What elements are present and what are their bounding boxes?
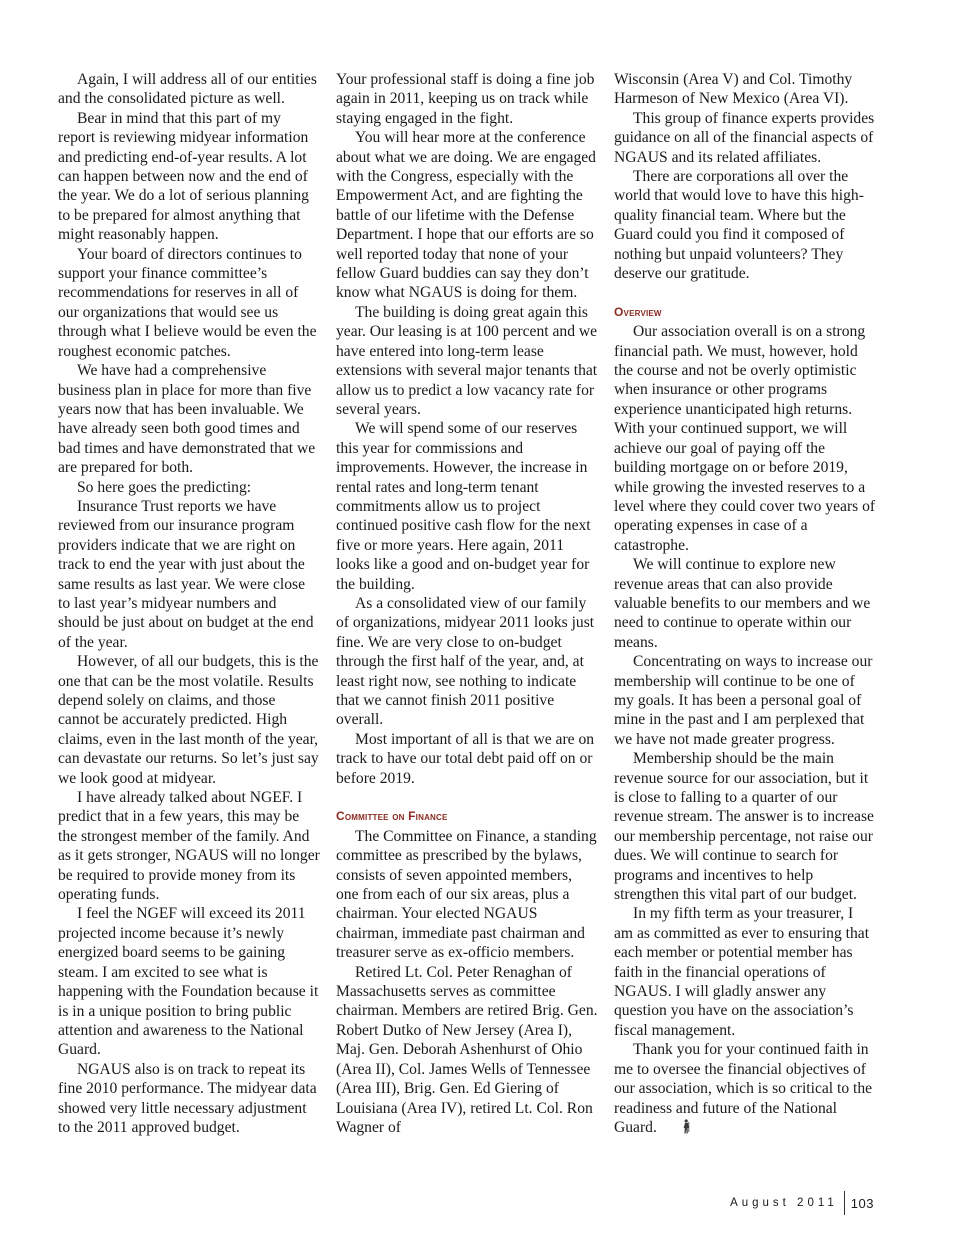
paragraph-text: So here goes the predicting: (77, 478, 252, 496)
body-paragraph (58, 109, 320, 245)
body-paragraph (614, 904, 876, 1040)
body-paragraph (58, 245, 320, 361)
paragraph-text: NGAUS also is on track to repeat its fine 2010 performance. The midyear data showed very little necessary adjustment to the 2011 approved budget. (58, 1060, 317, 1136)
paragraph-text: Membership should be the main revenue source for our association, but it is close to falling to a quarter of our revenue stream. The answer is to increase our membership percentage, not raise our dues. We will continue to search for programs and incentives to help strengthen this vital part of our budget. (614, 750, 874, 904)
paragraph-text: Insurance Trust reports we have reviewed from our insurance program providers indicate that we are right on track to end the year with just about the same results as last year. We were close to last year’s midyear numbers and should be just about on budget at the end of the year. (58, 497, 314, 651)
body-paragraph (614, 167, 876, 283)
body-paragraph (58, 497, 320, 652)
body-paragraph (614, 70, 876, 109)
paragraph-text: Your professional staff is doing a fine job again in 2011, keeping us on track while staying engaged in the fight. (336, 71, 595, 127)
paragraph-text: Most important of all is that we are on track to have our total debt paid off on or before 2019. (336, 730, 595, 787)
body-paragraph (614, 109, 876, 167)
column-3 (614, 70, 876, 1137)
paragraph-text: Again, I will address all of our entities and the consolidated picture as well. (58, 71, 317, 108)
body-paragraph (614, 652, 876, 749)
body-paragraph (336, 730, 598, 788)
paragraph-text: Wisconsin (Area V) and Col. Timothy Harmeson of New Mexico (Area VI). (614, 71, 853, 108)
footer-divider (844, 1191, 845, 1215)
body-paragraph (336, 963, 598, 1138)
minuteman-end-mark-icon (663, 1119, 671, 1134)
body-paragraph (58, 652, 320, 788)
paragraph-text: In my fifth term as your treasurer, I am as committed as ever to ensuring that each member or potential member has faith in the financial operations of NGAUS. I will gladly answer any question you have on the association’s fiscal management. (614, 905, 870, 1039)
paragraph-text: Your board of directors continues to support your finance committee’s recommendations for reserves in all of our organizations that would see us through what I believe would be even the roughest economic patches. (58, 245, 317, 360)
heading-text: Committee on Finance (336, 809, 448, 824)
page-footer (730, 1191, 874, 1215)
paragraph-text: Thank you for your continued faith in me to oversee the financial objectives of our association, which is so critical to the readiness and future of the National Guard. (614, 1041, 873, 1136)
body-paragraph (336, 128, 598, 303)
section-heading (336, 807, 598, 826)
section-heading (614, 303, 876, 322)
paragraph-text: We will spend some of our reserves this year for commissions and improvements. However, the increase in rental rates and long-term tenant commitments allow us to project continued positive cash flow for the next five or more years. Here again, 2011 looks like a good and on-budget year for the building. (336, 420, 591, 593)
paragraph-text: I feel the NGEF will exceed its 2011 projected income because it’s newly energized board seems to be gaining steam. I am excited to see what is happening with the Foundation because it is in a unique position to bring public attention and awareness to the National Guard. (58, 905, 319, 1059)
paragraph-text: Our association overall is on a strong financial path. We must, however, hold the course and not be overly optimistic when insurance or other programs experience unanticipated high returns. With your continued support, we will achieve our goal of paying off the building mortgage on or before 2019, while growing the invested reserves to a level where they could cover two years of operating expenses in case of a catastrophe. (614, 323, 876, 554)
body-paragraph (614, 749, 876, 904)
paragraph-text: We have had a comprehensive business plan in place for more than five years now that has been invaluable. We have already seen both good times and bad times and have demonstrated that we are prepared for both. (58, 362, 316, 477)
footer-month-year: August 2011 (730, 1197, 838, 1209)
paragraph-text: We will continue to explore new revenue areas that can also provide valuable benefits to our members and we need to continue to operate within our means. (614, 556, 871, 651)
column-1 (58, 70, 320, 1137)
body-paragraph (614, 1040, 876, 1137)
paragraph-text: The Committee on Finance, a standing committee as prescribed by the bylaws, consists of seven appointed members, one from each of our six areas, plus a chairman. Your elected NGAUS chairman, immediate past chairman and treasurer serve as ex-officio members. (336, 827, 597, 962)
body-paragraph (336, 827, 598, 963)
body-paragraph (336, 419, 598, 594)
paragraph-text: I have already talked about NGEF. I predict that in a few years, this may be the strongest member of the family. And as it gets stronger, NGAUS will no longer be required to provide money from its operating funds. (58, 789, 320, 904)
body-paragraph (58, 478, 320, 497)
paragraph-text: Concentrating on ways to increase our membership will continue to be one of my goals. It has been a personal goal of mine in the past and I am perplexed that we have not made greater progress. (614, 653, 873, 748)
body-paragraph (614, 322, 876, 555)
body-paragraph (336, 70, 598, 128)
paragraph-text: You will hear more at the conference about what we are doing. We are engaged with the Congress, especially with the Empowerment Act, and are fighting the battle of our lifetime with the Defense Department. I hope that our efforts are so well reported today that none of your fellow Guard buddies can say they don’t know what NGAUS is doing for them. (336, 129, 596, 302)
body-paragraph (614, 555, 876, 652)
paragraph-text: However, of all our budgets, this is the one that can be the most volatile. Results depend solely on claims, and those cannot be accurately predicted. High claims, even in the last month of the year, can devastate our returns. So let’s just say we look good at midyear. (58, 653, 319, 787)
paragraph-text: There are corporations all over the world that would love to have this high-quality financial team. Where but the Guard could you find it composed of nothing but unpaid volunteers? They deserve our gratitude. (614, 168, 864, 283)
body-paragraph (58, 1060, 320, 1138)
paragraph-text: Retired Lt. Col. Peter Renaghan of Massachusetts serves as committee chairman. Members are retired Brig. Gen. Robert Dutko of New Jersey (Area I), Maj. Gen. Deborah Ashenhurst of Ohio (Area II), Col. James Wells of Tennessee (Area III), Brig. Gen. Ed Giering of Louisiana (Area IV), retired Lt. Col. Ron Wagner of (336, 963, 598, 1136)
body-paragraph (336, 594, 598, 730)
paragraph-text: The building is doing great again this year. Our leasing is at 100 percent and we have entered into long-term lease extensions with several major tenants that allow us to predict a low vacancy rate for several years. (336, 303, 598, 418)
column-2 (336, 70, 598, 1137)
body-paragraph (58, 70, 320, 109)
body-paragraph (336, 303, 598, 419)
body-paragraph (58, 904, 320, 1059)
paragraph-text: Bear in mind that this part of my report is reviewing midyear information and predicting end-of-year results. A lot can happen between now and the end of the year. We do a lot of serious planning to be prepared for almost anything that might reasonably happen. (58, 109, 309, 244)
page-number: 103 (850, 1195, 874, 1211)
paragraph-text: As a consolidated view of our family of organizations, midyear 2011 looks just fine. We are very close to on-budget through the first half of the year, and, at least right now, see nothing to indicate that we cannot finish 2011 positive overall. (336, 594, 595, 729)
body-paragraph (58, 788, 320, 904)
body-paragraph (58, 361, 320, 477)
paragraph-text: This group of finance experts provides guidance on all of the financial aspects of NGAUS and its related affiliates. (614, 109, 875, 166)
heading-text: Overview (614, 304, 662, 319)
